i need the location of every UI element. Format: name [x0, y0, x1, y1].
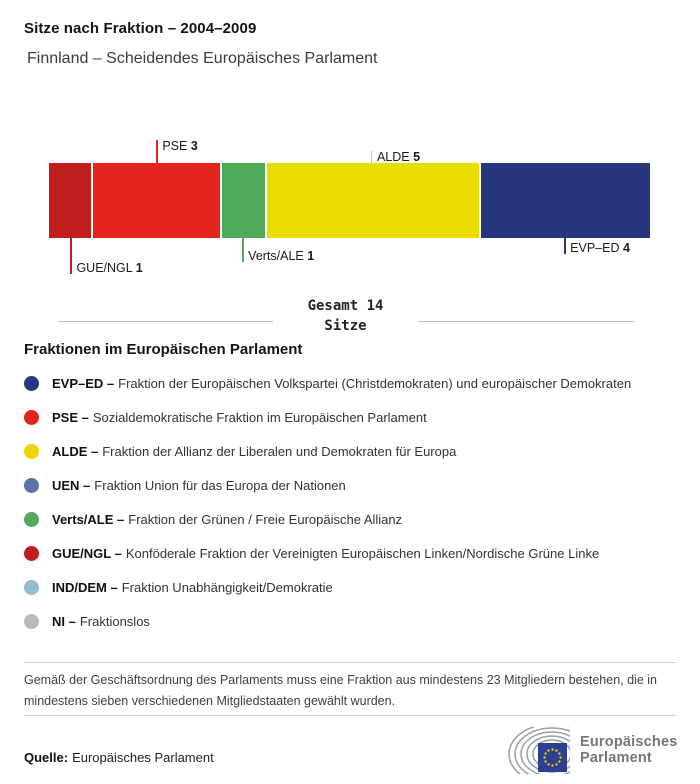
callout-seat-count: 4	[622, 241, 630, 255]
legend-item	[24, 366, 684, 400]
legend-faction-abbr: PSE –	[52, 409, 89, 425]
legend-faction-desc: Fraktion Unabhängigkeit/Demokratie	[121, 579, 333, 595]
legend-item-text	[52, 512, 402, 527]
legend-faction-desc: Konföderale Fraktion der Vereinigten Europäischen Linken/Nordische Grüne Linke	[125, 545, 600, 561]
legend-faction-abbr: EVP–ED –	[52, 375, 115, 391]
legend-item-text	[52, 478, 346, 493]
legend-item-text	[52, 580, 333, 595]
callout-label	[248, 249, 314, 263]
stacked-bar	[49, 163, 650, 238]
callout-seat-count: 5	[413, 150, 421, 164]
page-title: Sitze nach Fraktion – 2004–2009	[24, 20, 257, 37]
callout-faction-name: ALDE	[376, 150, 410, 164]
bar-segment	[267, 163, 479, 238]
callout-tick	[371, 151, 373, 163]
callout-label	[76, 261, 142, 275]
ep-logo-text	[580, 734, 678, 766]
footnote-divider-top	[24, 662, 676, 663]
legend-faction-desc: Fraktionslos	[79, 613, 150, 629]
legend-item-text	[52, 614, 150, 629]
source-line	[24, 750, 214, 765]
callout-faction-name: GUE/NGL	[76, 261, 133, 275]
legend-color-dot	[24, 410, 39, 425]
callout-tick	[70, 238, 72, 274]
total-seats-line1: Gesamt 14	[307, 298, 384, 314]
legend-item	[24, 604, 684, 638]
callout-label	[162, 139, 197, 153]
source-label: Quelle:	[24, 750, 69, 765]
legend-faction-abbr: GUE/NGL –	[52, 545, 122, 561]
footnote-text: Gemäß der Geschäftsordnung des Parlaments muss eine Fraktion aus mindestens 23 Mitgliedern bestehen, die in mindestens sieben verschiedenen Mitgliedstaaten gewählt wurden.	[24, 673, 657, 708]
ep-logo-line2: Parlament	[580, 750, 652, 766]
legend-heading: Fraktionen im Europäischen Parlament	[24, 341, 303, 358]
legend-faction-abbr: UEN –	[52, 477, 91, 493]
legend-faction-abbr: ALDE –	[52, 443, 99, 459]
legend-faction-abbr: IND/DEM –	[52, 579, 118, 595]
ep-logo	[506, 726, 681, 776]
callout-faction-name: EVP–ED	[570, 241, 620, 255]
legend-item-text	[52, 410, 427, 425]
legend-faction-desc: Fraktion der Allianz der Liberalen und Demokraten für Europa	[102, 443, 457, 459]
legend-color-dot	[24, 376, 39, 391]
callout-label	[570, 241, 630, 255]
legend-color-dot	[24, 512, 39, 527]
callout-faction-name: Verts/ALE	[248, 249, 304, 263]
total-divider-left	[58, 321, 273, 322]
legend-faction-abbr: Verts/ALE –	[52, 511, 125, 527]
legend-faction-desc: Fraktion Union für das Europa der Nationen	[94, 477, 346, 493]
legend-color-dot	[24, 614, 39, 629]
legend-faction-desc: Fraktion der Grünen / Freie Europäische Allianz	[128, 511, 403, 527]
legend-item	[24, 434, 684, 468]
callout-tick	[242, 238, 244, 262]
bar-segment	[49, 163, 91, 238]
total-seats-label	[268, 296, 423, 336]
legend-color-dot	[24, 478, 39, 493]
legend-color-dot	[24, 546, 39, 561]
callout-seat-count: 1	[307, 249, 315, 263]
bar-segment	[481, 163, 650, 238]
legend-list	[24, 366, 684, 638]
legend-color-dot	[24, 444, 39, 459]
eu-flag-icon	[538, 743, 567, 772]
legend-item	[24, 536, 684, 570]
callout-tick	[156, 140, 158, 163]
bar-segment	[93, 163, 220, 238]
footnote-divider-bottom	[24, 715, 676, 716]
callout-seat-count: 1	[135, 261, 143, 275]
legend-item	[24, 468, 684, 502]
legend-faction-desc: Fraktion der Europäischen Volkspartei (Christdemokraten) und europäischer Demokraten	[118, 375, 632, 391]
total-seats-line2: Sitze	[324, 318, 367, 334]
callout-faction-name: PSE	[162, 139, 188, 153]
legend-item-text	[52, 376, 631, 391]
legend-item	[24, 570, 684, 604]
ep-logo-line1: Europäisches	[580, 734, 678, 750]
total-divider-right	[418, 321, 634, 322]
bar-segment	[222, 163, 264, 238]
legend-item-text	[52, 444, 456, 459]
legend-faction-abbr: NI –	[52, 613, 76, 629]
page-subtitle: Finnland – Scheidendes Europäisches Parlament	[27, 50, 378, 67]
legend-item-text	[52, 546, 599, 561]
legend-color-dot	[24, 580, 39, 595]
legend-item	[24, 502, 684, 536]
legend-faction-desc: Sozialdemokratische Fraktion im Europäischen Parlament	[92, 409, 427, 425]
source-text: Europäisches Parlament	[72, 750, 214, 765]
callout-label	[377, 150, 420, 164]
callout-seat-count: 3	[190, 139, 198, 153]
legend-item	[24, 400, 684, 434]
callout-tick	[564, 238, 566, 254]
